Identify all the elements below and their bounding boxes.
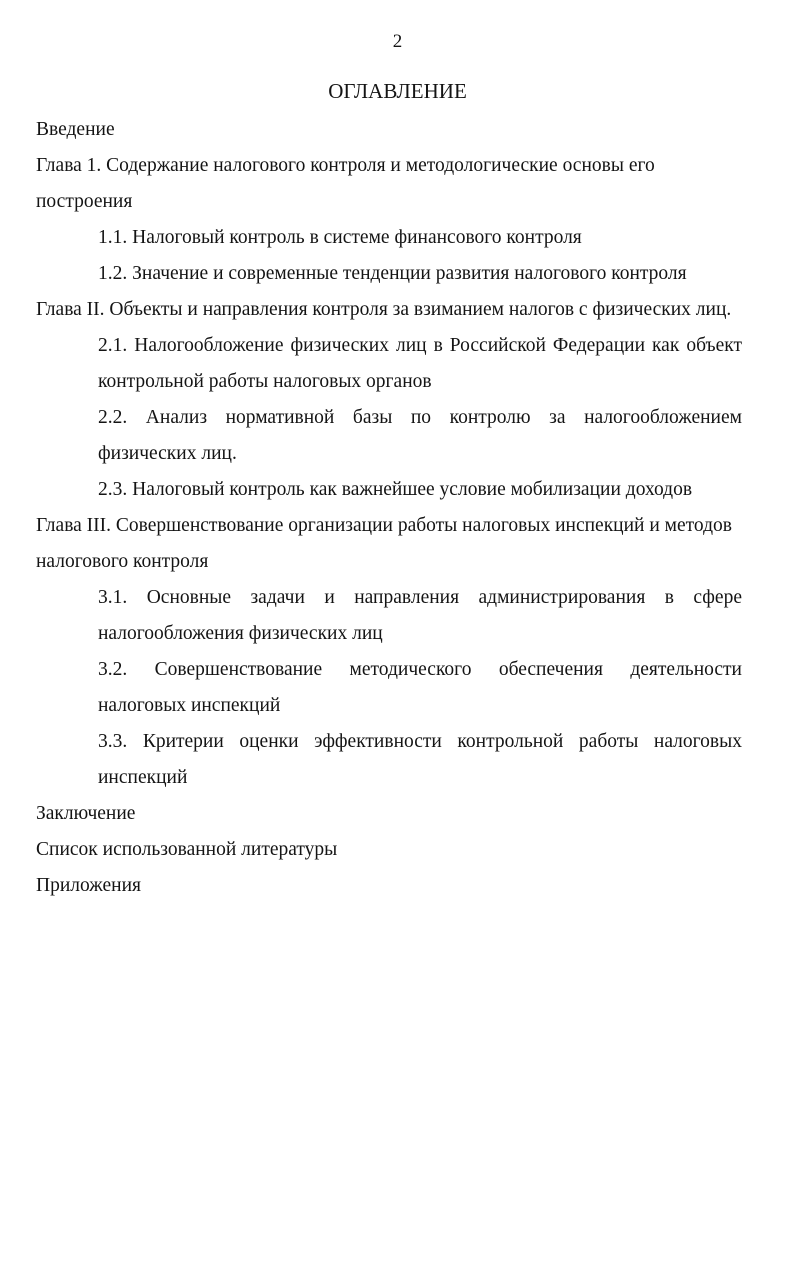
toc-entry-section-2-2: 2.2. Анализ нормативной базы по контролю за налогообложением физических лиц. [98,407,742,464]
toc-entry-chapter-1: Глава 1. Содержание налогового контроля и методологические основы его построения [36,155,655,212]
toc-entry-bibliography: Список использованной литературы [36,839,338,860]
toc-entry-section-2-1: 2.1. Налогообложение физических лиц в Российской Федерации как объект контрольной работы налоговых органов [98,335,742,392]
toc-entry-section-1-2: 1.2. Значение и современные тенденции развития налогового контроля [98,263,687,284]
toc-entry-chapter-3: Глава III. Совершенствование организации работы налоговых инспекций и методов налогового контроля [36,515,733,572]
toc-entry-section-2-3: 2.3. Налоговый контроль как важнейшее условие мобилизации доходов [98,479,693,500]
toc-entry-section-1-1: 1.1. Налоговый контроль в системе финансового контроля [98,227,582,248]
page-number: 2 [392,31,403,52]
toc-entry-introduction: Введение [36,119,115,140]
toc-entry-section-3-3: 3.3. Критерии оценки эффективности контрольной работы налоговых инспекций [98,731,742,788]
toc-entry-section-3-1: 3.1. Основные задачи и направления администрирования в сфере налогообложения физических лиц [98,587,742,644]
toc-entry-appendices: Приложения [36,875,141,896]
table-of-contents [36,112,742,904]
toc-entry-section-3-2: 3.2. Совершенствование методического обеспечения деятельности налоговых инспекций [98,659,742,716]
toc-entry-conclusion: Заключение [36,803,136,824]
toc-title: ОГЛАВЛЕНИЕ [328,79,467,103]
toc-entry-chapter-2: Глава II. Объекты и направления контроля за взиманием налогов с физических лиц. [36,299,732,320]
